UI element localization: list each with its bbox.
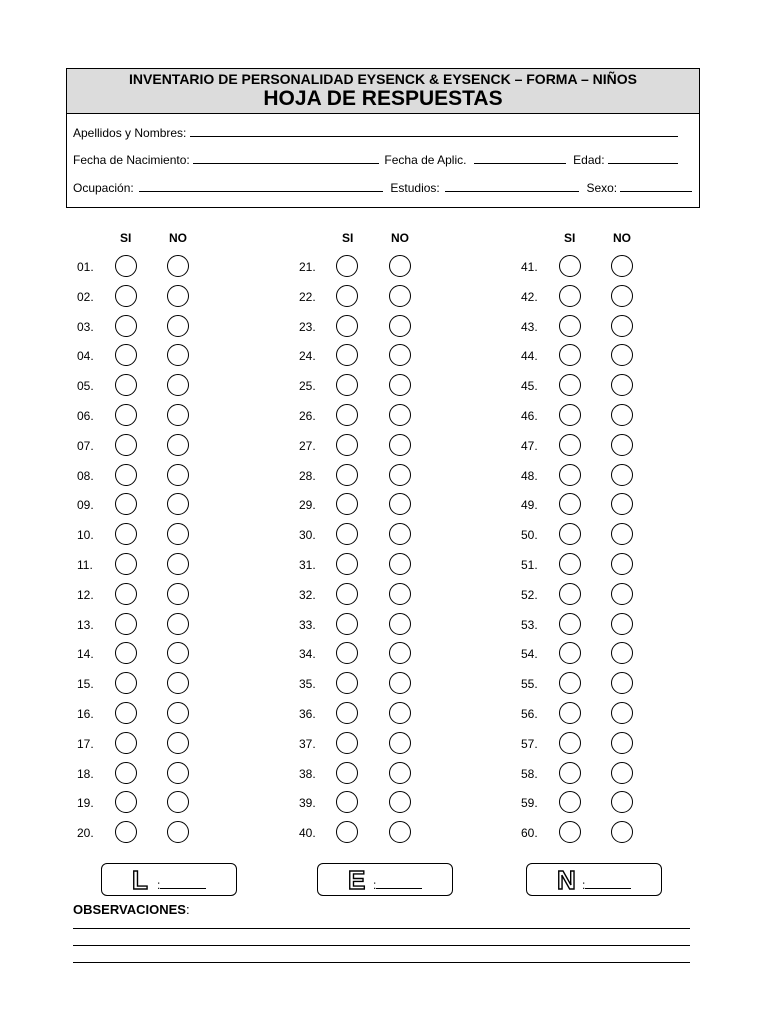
- fecha-nacimiento-label: Fecha de Nacimiento:: [73, 153, 190, 167]
- col3-si-header: SI: [564, 231, 576, 245]
- col3-no-header: NO: [613, 231, 631, 245]
- answer-bubble-si[interactable]: [336, 583, 358, 605]
- answer-bubble-si[interactable]: [336, 493, 358, 515]
- answer-bubble-si[interactable]: [115, 791, 137, 813]
- answer-bubble-no[interactable]: [167, 702, 189, 724]
- answer-bubble-no[interactable]: [167, 404, 189, 426]
- question-number: 57.: [521, 736, 538, 751]
- question-number: 44.: [521, 349, 538, 364]
- answer-bubble-si[interactable]: [336, 791, 358, 813]
- row-fechas: [73, 151, 693, 167]
- answer-bubble-no[interactable]: [389, 493, 411, 515]
- answer-bubble-no[interactable]: [389, 523, 411, 545]
- question-number: 21.: [299, 260, 316, 274]
- answer-bubble-si[interactable]: [559, 434, 581, 456]
- question-number: 50.: [521, 528, 538, 543]
- question-number: 58.: [521, 766, 538, 781]
- answer-bubble-no[interactable]: [389, 821, 411, 843]
- answer-bubble-si[interactable]: [115, 553, 137, 575]
- answer-bubble-no[interactable]: [611, 613, 633, 635]
- question-number: 04.: [77, 349, 94, 364]
- answer-bubble-no[interactable]: [611, 344, 633, 366]
- col1-si-header: SI: [120, 231, 132, 245]
- answer-bubble-no[interactable]: [389, 702, 411, 724]
- answer-bubble-no[interactable]: [167, 523, 189, 545]
- question-number: 46.: [521, 409, 538, 423]
- observaciones-line-2[interactable]: [73, 945, 690, 946]
- sexo-label: Sexo:: [586, 181, 618, 195]
- answer-bubble-no[interactable]: [389, 344, 411, 366]
- answer-bubble-si[interactable]: [559, 344, 581, 366]
- question-number: 40.: [299, 826, 316, 841]
- answer-bubble-no[interactable]: [611, 374, 633, 396]
- observaciones-text: OBSERVACIONES: [73, 902, 186, 917]
- answer-bubble-si[interactable]: [115, 255, 137, 277]
- answer-bubble-si[interactable]: [559, 642, 581, 664]
- question-number: 14.: [77, 647, 94, 662]
- answer-bubble-no[interactable]: [167, 315, 189, 337]
- answer-bubble-si[interactable]: [559, 583, 581, 605]
- answer-bubble-no[interactable]: [611, 255, 633, 277]
- observaciones-label: [73, 902, 190, 917]
- answer-bubble-no[interactable]: [611, 821, 633, 843]
- answer-bubble-si[interactable]: [559, 374, 581, 396]
- answer-bubble-no[interactable]: [389, 791, 411, 813]
- question-number: 56.: [521, 707, 538, 721]
- question-number: 02.: [77, 289, 94, 304]
- question-number: 32.: [299, 587, 316, 602]
- question-number: 03.: [77, 319, 94, 334]
- question-number: 20.: [77, 826, 94, 841]
- edad-label: Edad:: [573, 153, 605, 167]
- answer-bubble-si[interactable]: [336, 404, 358, 426]
- answer-bubble-no[interactable]: [611, 732, 633, 754]
- score-blank-e: [373, 876, 422, 892]
- answer-bubble-si[interactable]: [115, 523, 137, 545]
- answer-bubble-no[interactable]: [167, 464, 189, 486]
- answer-bubble-no[interactable]: [389, 613, 411, 635]
- score-letter-l: L: [132, 865, 148, 895]
- answer-bubble-no[interactable]: [389, 553, 411, 575]
- answer-bubble-si[interactable]: [115, 434, 137, 456]
- answer-bubble-si[interactable]: [336, 821, 358, 843]
- question-number: 27.: [299, 438, 316, 453]
- answer-bubble-si[interactable]: [115, 404, 137, 426]
- answer-bubble-si[interactable]: [559, 255, 581, 277]
- question-number: 17.: [77, 736, 94, 751]
- score-field-l[interactable]: [160, 876, 206, 889]
- question-number: 55.: [521, 677, 538, 692]
- answer-bubble-no[interactable]: [167, 374, 189, 396]
- question-number: 47.: [521, 438, 538, 453]
- score-sep-n: :: [582, 878, 586, 892]
- question-number: 31.: [299, 558, 316, 572]
- observaciones-line-3[interactable]: [73, 962, 690, 963]
- answer-bubble-no[interactable]: [611, 583, 633, 605]
- question-number: 23.: [299, 319, 316, 334]
- question-number: 38.: [299, 766, 316, 781]
- question-number: 39.: [299, 796, 316, 811]
- answer-bubble-no[interactable]: [611, 702, 633, 724]
- answer-bubble-si[interactable]: [115, 315, 137, 337]
- answer-bubble-no[interactable]: [167, 255, 189, 277]
- question-number: 11.: [77, 558, 93, 572]
- answer-bubble-no[interactable]: [611, 791, 633, 813]
- answer-bubble-no[interactable]: [167, 583, 189, 605]
- fecha-aplic-field[interactable]: [474, 151, 566, 164]
- question-number: 08.: [77, 468, 94, 483]
- apellidos-field[interactable]: [190, 124, 678, 137]
- answer-bubble-si[interactable]: [336, 255, 358, 277]
- question-number: 01.: [77, 260, 94, 274]
- answer-bubble-si[interactable]: [336, 285, 358, 307]
- answer-bubble-si[interactable]: [336, 762, 358, 784]
- question-number: 37.: [299, 736, 316, 751]
- answer-bubble-si[interactable]: [336, 344, 358, 366]
- answer-bubble-no[interactable]: [611, 404, 633, 426]
- score-box-n: [526, 863, 662, 896]
- question-number: 48.: [521, 468, 538, 483]
- answer-bubble-no[interactable]: [167, 732, 189, 754]
- edad-field[interactable]: [608, 151, 678, 164]
- answer-bubble-si[interactable]: [115, 702, 137, 724]
- answer-bubble-si[interactable]: [336, 523, 358, 545]
- row-ocupacion: [73, 179, 693, 195]
- sheet-title: HOJA DE RESPUESTAS: [263, 87, 503, 110]
- answer-bubble-si[interactable]: [336, 553, 358, 575]
- question-number: 41.: [521, 260, 538, 274]
- question-number: 59.: [521, 796, 538, 811]
- question-number: 13.: [77, 617, 94, 632]
- question-number: 43.: [521, 319, 538, 334]
- answer-bubble-si[interactable]: [115, 613, 137, 635]
- answer-bubble-si[interactable]: [115, 344, 137, 366]
- answer-bubble-no[interactable]: [611, 553, 633, 575]
- score-box-l: [101, 863, 237, 896]
- col2-si-header: SI: [342, 231, 354, 245]
- answer-bubble-si[interactable]: [559, 553, 581, 575]
- answer-bubble-no[interactable]: [389, 374, 411, 396]
- answer-bubble-no[interactable]: [389, 672, 411, 694]
- question-number: 26.: [299, 409, 316, 423]
- answer-bubble-si[interactable]: [559, 791, 581, 813]
- answer-bubble-si[interactable]: [115, 821, 137, 843]
- answer-bubble-si[interactable]: [336, 702, 358, 724]
- col1-no-header: NO: [169, 231, 187, 245]
- observaciones-line-1[interactable]: [73, 928, 690, 929]
- question-number: 53.: [521, 617, 538, 632]
- answer-bubble-si[interactable]: [115, 285, 137, 307]
- question-number: 51.: [521, 558, 538, 572]
- answer-bubble-si[interactable]: [115, 762, 137, 784]
- score-blank-n: [582, 876, 631, 892]
- question-number: 45.: [521, 379, 538, 394]
- question-number: 15.: [77, 677, 94, 692]
- answer-bubble-si[interactable]: [336, 434, 358, 456]
- question-number: 29.: [299, 498, 316, 513]
- row-apellidos: [73, 124, 693, 140]
- score-box-e: [317, 863, 453, 896]
- answer-bubble-no[interactable]: [611, 464, 633, 486]
- fecha-nacimiento-field[interactable]: [193, 151, 379, 164]
- question-number: 24.: [299, 349, 316, 364]
- answer-bubble-no[interactable]: [167, 493, 189, 515]
- answer-bubble-no[interactable]: [167, 553, 189, 575]
- answer-bubble-no[interactable]: [611, 285, 633, 307]
- score-letter-n: N: [557, 865, 576, 895]
- answer-bubble-no[interactable]: [611, 315, 633, 337]
- score-sep-e: :: [373, 878, 377, 892]
- answer-bubble-no[interactable]: [611, 434, 633, 456]
- answer-bubble-si[interactable]: [559, 285, 581, 307]
- fecha-aplic-label: Fecha de Aplic.: [384, 153, 467, 167]
- question-number: 60.: [521, 826, 538, 841]
- score-field-e[interactable]: [376, 876, 422, 889]
- answer-bubble-si[interactable]: [559, 762, 581, 784]
- answer-bubble-no[interactable]: [389, 434, 411, 456]
- question-number: 10.: [77, 528, 94, 543]
- question-number: 54.: [521, 647, 538, 662]
- answer-bubble-si[interactable]: [336, 642, 358, 664]
- answer-bubble-si[interactable]: [559, 464, 581, 486]
- question-number: 07.: [77, 438, 94, 453]
- answer-bubble-no[interactable]: [167, 821, 189, 843]
- question-number: 30.: [299, 528, 316, 543]
- score-field-n[interactable]: [585, 876, 631, 889]
- answer-bubble-no[interactable]: [167, 434, 189, 456]
- col2-no-header: NO: [391, 231, 409, 245]
- question-number: 33.: [299, 617, 316, 632]
- question-number: 09.: [77, 498, 94, 513]
- answer-bubble-no[interactable]: [389, 642, 411, 664]
- score-blank-l: [157, 876, 206, 892]
- answer-bubble-si[interactable]: [336, 315, 358, 337]
- answer-bubble-no[interactable]: [611, 523, 633, 545]
- answer-bubble-no[interactable]: [167, 672, 189, 694]
- answer-bubble-no[interactable]: [611, 493, 633, 515]
- question-number: 22.: [299, 289, 316, 304]
- answer-bubble-si[interactable]: [559, 523, 581, 545]
- answer-bubble-no[interactable]: [389, 404, 411, 426]
- answer-bubble-si[interactable]: [559, 821, 581, 843]
- question-number: 49.: [521, 498, 538, 513]
- answer-bubble-no[interactable]: [611, 672, 633, 694]
- score-sep-l: :: [157, 878, 161, 892]
- answer-bubble-si[interactable]: [115, 642, 137, 664]
- estudios-field[interactable]: [445, 179, 579, 192]
- answer-bubble-no[interactable]: [611, 642, 633, 664]
- answer-bubble-si[interactable]: [336, 613, 358, 635]
- answer-bubble-no[interactable]: [389, 285, 411, 307]
- question-number: 05.: [77, 379, 94, 394]
- answer-bubble-si[interactable]: [559, 672, 581, 694]
- question-number: 19.: [77, 796, 94, 811]
- ocupacion-label: Ocupación:: [73, 181, 134, 195]
- answer-bubble-si[interactable]: [115, 493, 137, 515]
- question-number: 36.: [299, 707, 316, 721]
- question-number: 52.: [521, 587, 538, 602]
- answer-bubble-si[interactable]: [559, 493, 581, 515]
- sexo-field[interactable]: [620, 179, 692, 192]
- answer-bubble-si[interactable]: [336, 672, 358, 694]
- answer-bubble-no[interactable]: [389, 255, 411, 277]
- answer-bubble-si[interactable]: [559, 404, 581, 426]
- answer-bubble-no[interactable]: [389, 464, 411, 486]
- question-number: 42.: [521, 289, 538, 304]
- answer-bubble-si[interactable]: [559, 702, 581, 724]
- answer-bubble-si[interactable]: [559, 732, 581, 754]
- answer-bubble-si[interactable]: [115, 672, 137, 694]
- question-number: 12.: [77, 587, 94, 602]
- estudios-label: Estudios:: [390, 181, 440, 195]
- answer-bubble-no[interactable]: [167, 344, 189, 366]
- question-number: 25.: [299, 379, 316, 394]
- question-number: 06.: [77, 409, 94, 423]
- answer-bubble-si[interactable]: [336, 464, 358, 486]
- answer-bubble-si[interactable]: [559, 613, 581, 635]
- answer-bubble-si[interactable]: [115, 732, 137, 754]
- answer-bubble-no[interactable]: [167, 285, 189, 307]
- score-letter-e: E: [348, 865, 366, 895]
- question-number: 18.: [77, 766, 94, 781]
- answer-bubble-no[interactable]: [167, 613, 189, 635]
- question-number: 28.: [299, 468, 316, 483]
- answer-bubble-si[interactable]: [115, 583, 137, 605]
- header-box: [66, 68, 700, 208]
- question-number: 16.: [77, 707, 94, 721]
- ocupacion-field[interactable]: [139, 179, 383, 192]
- question-number: 34.: [299, 647, 316, 662]
- answer-bubble-no[interactable]: [167, 791, 189, 813]
- answer-bubble-no[interactable]: [167, 642, 189, 664]
- apellidos-label: Apellidos y Nombres:: [73, 126, 187, 140]
- answer-bubble-no[interactable]: [389, 583, 411, 605]
- question-number: 35.: [299, 677, 316, 692]
- answer-bubble-no[interactable]: [389, 732, 411, 754]
- form-title: INVENTARIO DE PERSONALIDAD EYSENCK & EYSENCK – FORMA – NIÑOS: [129, 71, 637, 87]
- answer-bubble-si[interactable]: [336, 732, 358, 754]
- answer-bubble-si[interactable]: [115, 374, 137, 396]
- answer-bubble-si[interactable]: [336, 374, 358, 396]
- answer-bubble-si[interactable]: [115, 464, 137, 486]
- title-band: [67, 69, 699, 114]
- answer-bubble-no[interactable]: [389, 762, 411, 784]
- answer-bubble-si[interactable]: [559, 315, 581, 337]
- answer-bubble-no[interactable]: [167, 762, 189, 784]
- answer-bubble-no[interactable]: [389, 315, 411, 337]
- observaciones-colon: :: [185, 902, 190, 917]
- answer-bubble-no[interactable]: [611, 762, 633, 784]
